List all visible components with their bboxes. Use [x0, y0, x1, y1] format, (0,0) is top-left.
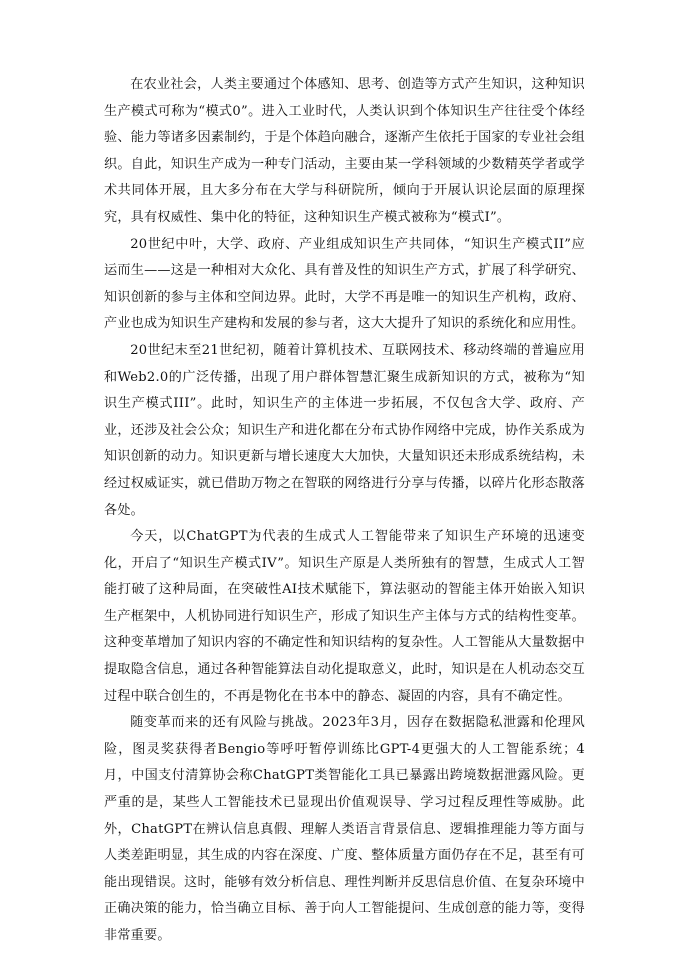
paragraph-knowledge-mode-0-and-i: 在农业社会，人类主要通过个体感知、思考、创造等方式产生知识，这种知识生产模式可称为“模式0”。进入工业时代，人类认识到个体知识生产往往受个体经验、能力等诸多因素制约，于是个体趋向融合，逐渐产生依托于国家的专业社会组织。自此，知识生产成为一种专门活动，主要由某一学科领域的少数精英学者或学术共同体开展，且大多分布在大学与科研院所，倾向于开展认识论层面的原理探究，具有权威性、集中化的特征，这种知识生产模式被称为“模式I”。 [104, 77, 585, 225]
paragraph-knowledge-mode-iii: 20世纪末至21世纪初，随着计算机技术、互联网技术、移动终端的普遍应用和Web2.0的广泛传播，出现了用户群体智慧汇聚生成新知识的方式，被称为“知识生产模式III”。此时，知识生产的主体进一步拓展，不仅包含大学、政府、产业，还涉及社会公众；知识生产和进化都在分布式协作网络中完成，协作关系成为知识创新的动力。知识更新与增长速度大大加快，大量知识还未形成系统结构，未经过权威证实，就已借助万物之在智联的网络进行分享与传播，以碎片化形态散落各处。 [104, 342, 585, 518]
paragraph-knowledge-mode-iv: 今天，以ChatGPT为代表的生成式人工智能带来了知识生产环境的迅速变化，开启了“知识生产模式IV”。知识生产原是人类所独有的智慧，生成式人工智能打破了这种局面，在突破性AI技术赋能下，算法驱动的智能主体开始嵌入知识生产框架中，人机协同进行知识生产，形成了知识生产主体与方式的结构性变革。这种变革增加了知识内容的不确定性和知识结构的复杂性。人工智能从大量数据中提取隐含信息，通过各种智能算法自动化提取意义，此时，知识是在人机动态交互过程中联合创生的，不再是物化在书本中的静态、凝固的内容，具有不确定性。 [104, 529, 585, 704]
article-body [104, 72, 585, 950]
paragraph-knowledge-mode-ii: 20世纪中叶，大学、政府、产业组成知识生产共同体，“知识生产模式II”应运而生——这是一种相对大众化、具有普及性的知识生产方式，扩展了科学研究、知识创新的参与主体和空间边界。此时，大学不再是唯一的知识生产机构，政府、产业也成为知识生产建构和发展的参与者，这大大提升了知识的系统化和应用性。 [104, 236, 585, 332]
paragraph-risks-and-challenges: 随变革而来的还有风险与挑战。2023年3月，因存在数据隐私泄露和伦理风险，图灵奖获得者Bengio等呼吁暂停训练比GPT-4更强大的人工智能系统；4月，中国支付清算协会称ChatGPT类智能化工具已暴露出跨境数据泄露风险。更严重的是，某些人工智能技术已显现出价值观误导、学习过程反理性等威胁。此外，ChatGPT在辨认信息真假、理解人类语言背景信息、逻辑推理能力等方面与人类差距明显，其生成的内容在深度、广度、整体质量方面仍存在不足，甚至有可能出现错误。这时，能够有效分析信息、理性判断并反思信息价值、在复杂环境中正确决策的能力，恰当确立目标、善于向人工智能提问、生成创意的能力等，变得非常重要。 [104, 715, 585, 943]
